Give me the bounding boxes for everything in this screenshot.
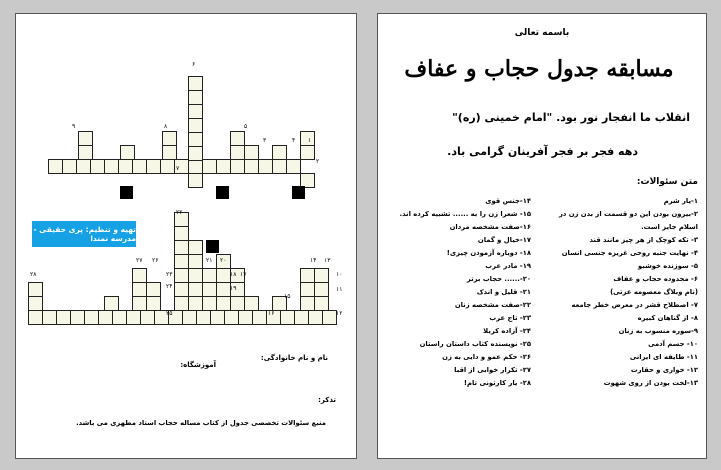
- question-item: ۱۵- شعرا زن را به ...... تشبیه کرده اند.: [399, 210, 531, 218]
- crossword-cell[interactable]: [216, 268, 231, 283]
- credit-banner: تهیه و تنظیم: پری حقیقی - مدرسه نمتدا: [32, 221, 136, 247]
- question-item: ۸- از گناهان کبیره: [637, 314, 698, 322]
- crossword-clue-number: ۱۱: [336, 286, 343, 293]
- crossword-cell[interactable]: [188, 159, 203, 174]
- crossword-cell[interactable]: [210, 310, 225, 325]
- question-item: ۴- نهایت جنبه روحی غریزه جنسی انسان: [561, 249, 698, 257]
- crossword-cell[interactable]: [174, 296, 189, 311]
- crossword-clue-number: ۱۰: [336, 271, 343, 278]
- question-item: ۷- اصطلاح قشر در معرض خطر جامعه: [571, 301, 698, 309]
- crossword-cell[interactable]: [196, 310, 211, 325]
- crossword-clue-number: ۱۲: [336, 310, 343, 317]
- note-text: منبع سئوالات تخصصی جدول از کتاب مساله حجاب استاد مطهری می باشد.: [76, 419, 326, 427]
- crossword-clue-number: ۱۸: [230, 271, 237, 278]
- crossword-cell[interactable]: [112, 310, 127, 325]
- question-item: ۲۲-صفت مشخصه زنان: [454, 301, 531, 309]
- bismillah: باسمه تعالی: [514, 28, 570, 38]
- crossword-cell[interactable]: [48, 159, 63, 174]
- question-item: ۱۱- طایفه ای ایرانی: [629, 353, 698, 361]
- crossword-cell[interactable]: [140, 310, 155, 325]
- crossword-cell[interactable]: [146, 282, 161, 297]
- crossword-cell[interactable]: [78, 131, 93, 146]
- crossword-cell[interactable]: [104, 296, 119, 311]
- crossword-cell[interactable]: [216, 282, 231, 297]
- crossword-cell[interactable]: [188, 282, 203, 297]
- crossword-clue-number: ۲۸: [30, 271, 37, 278]
- quote-line-1: انقلاب ما انفجار نور بود. "امام خمینی (ره)": [452, 111, 690, 124]
- crossword-cell[interactable]: [238, 310, 253, 325]
- questions-heading: متن سئوالات:: [636, 177, 698, 187]
- crossword-cell[interactable]: [188, 268, 203, 283]
- crossword-cell[interactable]: [252, 310, 267, 325]
- crossword-cell[interactable]: [258, 159, 273, 174]
- crossword-clue-number: ۵: [244, 123, 248, 130]
- crossword-cell[interactable]: [28, 310, 43, 325]
- crossword-cell[interactable]: [76, 159, 91, 174]
- question-item: ۲۴- آزاده کربلا: [483, 327, 531, 335]
- crossword-cell[interactable]: [300, 296, 315, 311]
- crossword-clue-number: ۲۶: [152, 257, 159, 264]
- crossword-cell[interactable]: [202, 282, 217, 297]
- crossword-cell[interactable]: [188, 118, 203, 133]
- question-item: ۲۷- تکرار خوابی از اقبا: [454, 366, 531, 374]
- crossword-cell[interactable]: [300, 282, 315, 297]
- question-item: ۱۰- جسم آدمی: [648, 340, 698, 348]
- crossword-cell[interactable]: [182, 310, 197, 325]
- question-item: (نام وبلاگ معصومه عزتی): [610, 288, 698, 296]
- crossword-clue-number: ۲: [316, 158, 320, 165]
- crossword-clue-number: ۲۲: [176, 209, 183, 216]
- crossword-black-cell: [292, 186, 305, 199]
- crossword-cell[interactable]: [132, 268, 147, 283]
- crossword-grid: [16, 14, 358, 344]
- crossword-black-cell: [216, 186, 229, 199]
- crossword-cell[interactable]: [286, 159, 301, 174]
- crossword-cell[interactable]: [216, 159, 231, 174]
- crossword-cell[interactable]: [120, 145, 135, 160]
- crossword-cell[interactable]: [202, 159, 217, 174]
- questions-list-left: [381, 195, 531, 390]
- crossword-cell[interactable]: [132, 282, 147, 297]
- crossword-cell[interactable]: [230, 296, 245, 311]
- question-item: ۱۷-خیال و گمان: [477, 236, 531, 244]
- crossword-black-cell: [120, 186, 133, 199]
- crossword-black-cell: [206, 240, 219, 253]
- crossword-clue-number: ۲۱: [206, 257, 213, 264]
- question-item: ۲۵- نویسنده کتاب داستان راستان: [419, 340, 531, 348]
- question-item: ۱-یار شرم: [663, 197, 698, 205]
- crossword-cell[interactable]: [216, 296, 231, 311]
- quote-line-2: دهه فجر بر فجر آفرینان گرامی باد.: [447, 145, 638, 158]
- question-item: ۹-سوره منسوب به زنان: [618, 327, 698, 335]
- school-label: آموزشگاه:: [180, 361, 216, 369]
- crossword-cell[interactable]: [314, 282, 329, 297]
- crossword-clue-number: ۱۶: [268, 310, 275, 317]
- question-item: اسلام جایز است.: [641, 223, 698, 231]
- question-item: ۱۳-لخت بودن از روی شهوت: [603, 379, 698, 387]
- crossword-clue-number: ۱: [308, 137, 312, 144]
- question-item: ۳- تکه کوچک از هر چیز مانند قند: [589, 236, 698, 244]
- crossword-clue-number: ۲۵: [166, 310, 173, 317]
- crossword-clue-number: ۶: [192, 61, 196, 68]
- crossword-cell[interactable]: [244, 296, 259, 311]
- crossword-cell[interactable]: [272, 145, 287, 160]
- crossword-clue-number: ۲۴: [166, 283, 173, 290]
- crossword-clue-number: ۴: [292, 137, 296, 144]
- crossword-cell[interactable]: [188, 132, 203, 147]
- crossword-cell[interactable]: [174, 268, 189, 283]
- crossword-clue-number: ۸: [164, 123, 168, 130]
- crossword-cell[interactable]: [224, 310, 239, 325]
- question-item: ۱۶-صفت مشخصه مردان: [449, 223, 531, 231]
- crossword-clue-number: ۲۷: [136, 257, 143, 264]
- crossword-cell[interactable]: [28, 282, 43, 297]
- crossword-clue-number: ۱۳: [324, 257, 331, 264]
- note-label: تذکر:: [318, 396, 336, 404]
- crossword-cell[interactable]: [84, 310, 99, 325]
- crossword-cell[interactable]: [188, 296, 203, 311]
- crossword-cell[interactable]: [314, 296, 329, 311]
- question-item: ۲-بیرون بودن این دو قسمت از بدن زن در: [558, 210, 698, 218]
- question-item: ۲۰-...... حجاب برتر: [466, 275, 531, 283]
- crossword-cell[interactable]: [308, 310, 323, 325]
- question-item: ۱۹- مادر عرب: [485, 262, 531, 270]
- crossword-cell[interactable]: [78, 145, 93, 160]
- crossword-cell[interactable]: [188, 173, 203, 188]
- crossword-cell[interactable]: [174, 226, 189, 241]
- crossword-cell[interactable]: [56, 310, 71, 325]
- question-item: ۱۸- دوباره آزمودن چیزی!: [446, 249, 531, 257]
- crossword-cell[interactable]: [322, 310, 337, 325]
- crossword-clue-number: ۱۹: [230, 285, 237, 292]
- crossword-cell[interactable]: [62, 159, 77, 174]
- question-item: ۲۶- حکم عمو و دایی به زن: [442, 353, 531, 361]
- question-item: ۱۴-جنس قوی: [485, 197, 531, 205]
- crossword-cell[interactable]: [104, 159, 119, 174]
- crossword-cell[interactable]: [244, 145, 259, 160]
- crossword-cell[interactable]: [132, 159, 147, 174]
- crossword-clue-number: ۷: [176, 165, 180, 172]
- crossword-cell[interactable]: [146, 159, 161, 174]
- crossword-cell[interactable]: [202, 296, 217, 311]
- crossword-cell[interactable]: [188, 104, 203, 119]
- crossword-cell[interactable]: [188, 90, 203, 105]
- crossword-cell[interactable]: [162, 145, 177, 160]
- crossword-cell[interactable]: [202, 268, 217, 283]
- name-label: نام و نام خانوادگی:: [260, 354, 328, 362]
- crossword-cell[interactable]: [300, 268, 315, 283]
- question-item: ۲۳- تاج عرب: [489, 314, 531, 322]
- crossword-cell[interactable]: [174, 254, 189, 269]
- page-title: مسابقه جدول حجاب و عفاف: [404, 56, 674, 82]
- crossword-cell[interactable]: [188, 254, 203, 269]
- question-item: ۲۱- قلیل و اندک: [476, 288, 531, 296]
- crossword-cell[interactable]: [294, 310, 309, 325]
- crossword-cell[interactable]: [160, 159, 175, 174]
- crossword-page: [15, 13, 357, 459]
- crossword-cell[interactable]: [300, 145, 315, 160]
- question-item: ۱۲- خواری و حقارت: [630, 366, 698, 374]
- question-item: ۲۸- یار کارتونی تام!: [463, 379, 531, 387]
- crossword-clue-number: ۱۵: [284, 293, 291, 300]
- crossword-clue-number: ۱۷: [240, 271, 247, 278]
- crossword-cell[interactable]: [188, 240, 203, 255]
- crossword-cell[interactable]: [90, 159, 105, 174]
- crossword-cell[interactable]: [174, 240, 189, 255]
- crossword-cell[interactable]: [132, 296, 147, 311]
- crossword-cell[interactable]: [244, 159, 259, 174]
- crossword-cell[interactable]: [118, 159, 133, 174]
- crossword-cell[interactable]: [280, 310, 295, 325]
- question-item: ۶- محدوده حجاب و عفاف: [613, 275, 698, 283]
- crossword-clue-number: ۲۳: [166, 271, 173, 278]
- crossword-cell[interactable]: [188, 76, 203, 91]
- crossword-cell[interactable]: [230, 145, 245, 160]
- crossword-cell[interactable]: [174, 282, 189, 297]
- questions-page: [377, 13, 707, 459]
- crossword-cell[interactable]: [272, 159, 287, 174]
- question-item: ۵- سوزنده خوشبو: [638, 262, 698, 270]
- crossword-cell[interactable]: [98, 310, 113, 325]
- crossword-clue-number: ۱۴: [310, 257, 317, 264]
- questions-list-right: [548, 195, 698, 390]
- crossword-cell[interactable]: [70, 310, 85, 325]
- crossword-clue-number: ۳: [263, 137, 267, 144]
- crossword-cell[interactable]: [230, 131, 245, 146]
- crossword-cell[interactable]: [28, 296, 43, 311]
- crossword-cell[interactable]: [162, 131, 177, 146]
- crossword-clue-number: ۹: [72, 123, 76, 130]
- crossword-cell[interactable]: [314, 268, 329, 283]
- crossword-cell[interactable]: [188, 146, 203, 161]
- crossword-clue-number: ۲۰: [220, 257, 227, 264]
- crossword-cell[interactable]: [146, 296, 161, 311]
- crossword-cell[interactable]: [42, 310, 57, 325]
- crossword-cell[interactable]: [230, 159, 245, 174]
- crossword-cell[interactable]: [126, 310, 141, 325]
